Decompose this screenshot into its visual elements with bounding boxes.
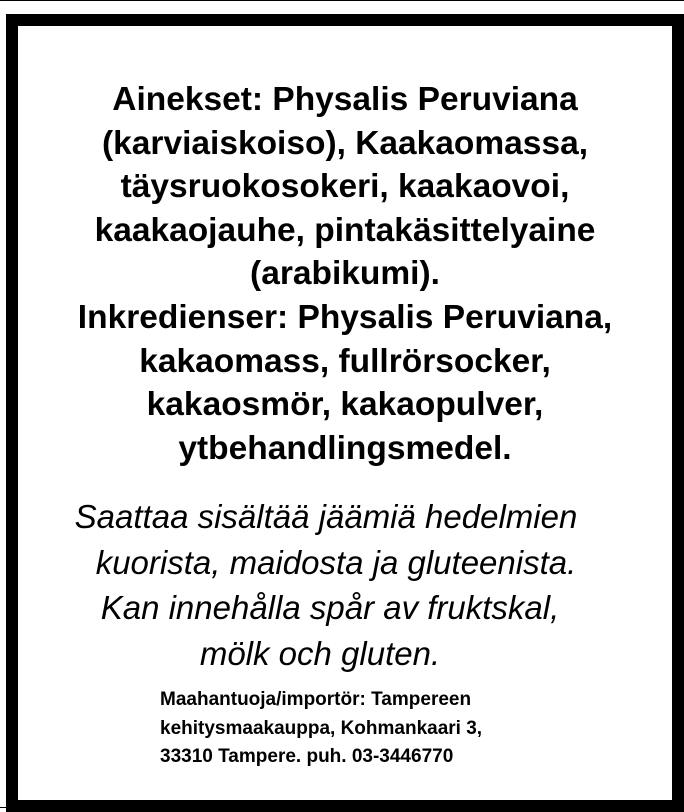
ingredients-line: täysruokosokeri, kaakaovoi, <box>120 168 570 206</box>
ingredients-line: kakaosmör, kakaopulver, <box>146 386 544 424</box>
ingredients-line: Ainekset: Physalis Peruviana <box>112 81 578 118</box>
warning-line: Saattaa sisältää jäämiä hedelmien <box>74 498 578 535</box>
importer-line: kehitysmaakauppa, Kohmankaari 3, <box>160 717 483 739</box>
allergen-warning <box>18 494 672 676</box>
ingredients-text <box>18 78 672 470</box>
ingredients-line: ytbehandlingsmedel. <box>178 429 512 467</box>
warning-line: Kan innehålla spår av fruktskal, <box>100 589 560 626</box>
warning-line: kuorista, maidosta ja gluteenista. <box>95 543 577 581</box>
importer-line: Maahantuoja/importör: Tampereen <box>160 689 472 710</box>
importer-line: 33310 Tampere. puh. 03-3446770 <box>160 746 454 767</box>
importer-info <box>160 686 660 772</box>
ingredients-line: kaakaojauhe, pintakäsittelyaine <box>94 211 596 249</box>
ingredients-line: (arabikumi). <box>250 255 440 293</box>
product-label <box>6 14 684 812</box>
ingredients-line: Inkredienser: Physalis Peruviana, <box>77 298 613 336</box>
top-edge-line <box>0 0 684 1</box>
warning-line: mölk och gluten. <box>199 634 441 672</box>
ingredients-line: kakaomass, fullrörsocker, <box>139 342 551 380</box>
ingredients-line: (karviaiskoiso), Kaakaomassa, <box>101 124 589 162</box>
